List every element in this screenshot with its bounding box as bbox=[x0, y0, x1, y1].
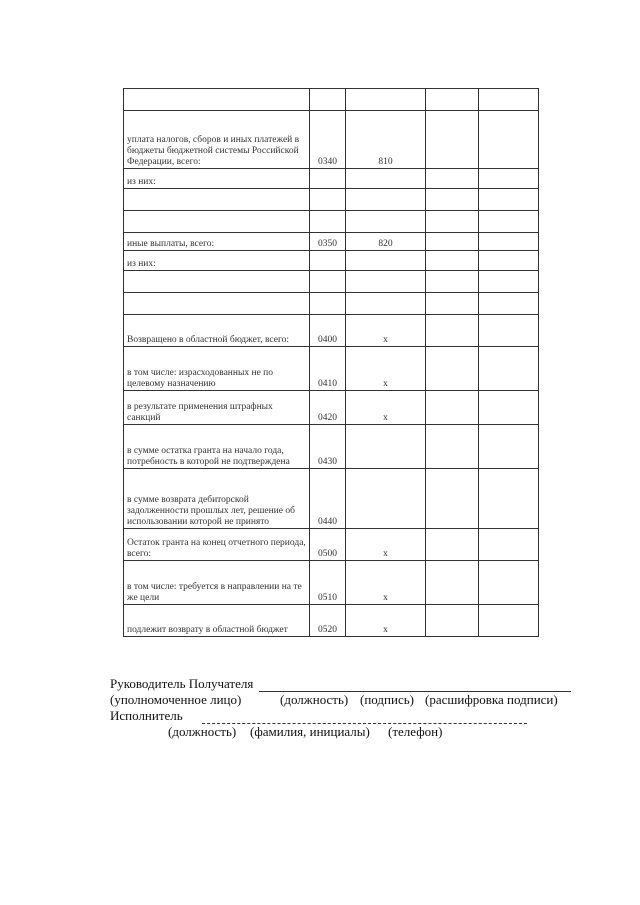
signature-block bbox=[110, 676, 590, 740]
table-row bbox=[124, 293, 539, 315]
row-empty-cell bbox=[479, 347, 539, 391]
table-row bbox=[124, 211, 539, 233]
row-empty-cell bbox=[426, 89, 479, 111]
row-empty-cell bbox=[426, 211, 479, 233]
row-code bbox=[310, 251, 346, 271]
row-value: x bbox=[346, 561, 426, 605]
row-label bbox=[124, 189, 310, 211]
row-code bbox=[310, 169, 346, 189]
table-row bbox=[124, 561, 539, 605]
executor-line bbox=[110, 708, 590, 724]
table-row bbox=[124, 529, 539, 561]
row-value bbox=[346, 211, 426, 233]
row-empty-cell bbox=[426, 293, 479, 315]
row-label bbox=[124, 271, 310, 293]
row-empty-cell bbox=[479, 529, 539, 561]
table-row bbox=[124, 189, 539, 211]
row-empty-cell bbox=[479, 233, 539, 251]
row-code: 0400 bbox=[310, 315, 346, 347]
head-line bbox=[110, 676, 590, 692]
row-value bbox=[346, 89, 426, 111]
row-value bbox=[346, 189, 426, 211]
row-code: 0520 bbox=[310, 605, 346, 637]
row-label: Остаток гранта на конец отчетного периода, всего: bbox=[124, 529, 310, 561]
row-label: в результате применения штрафных санкций bbox=[124, 391, 310, 425]
row-label: в сумме остатка гранта на начало года, потребность в которой не подтверждена bbox=[124, 425, 310, 469]
row-label bbox=[124, 89, 310, 111]
row-empty-cell bbox=[479, 111, 539, 169]
row-label: иные выплаты, всего: bbox=[124, 233, 310, 251]
row-value: 810 bbox=[346, 111, 426, 169]
row-empty-cell bbox=[479, 251, 539, 271]
exec-position-caption: (должность) bbox=[168, 724, 237, 739]
row-label: подлежит возврату в областной бюджет bbox=[124, 605, 310, 637]
row-empty-cell bbox=[426, 561, 479, 605]
row-label: из них: bbox=[124, 251, 310, 271]
signature-caption: (подпись) bbox=[360, 692, 414, 707]
row-empty-cell bbox=[479, 315, 539, 347]
table-row bbox=[124, 425, 539, 469]
row-empty-cell bbox=[426, 111, 479, 169]
table-row bbox=[124, 271, 539, 293]
row-empty-cell bbox=[426, 425, 479, 469]
row-code: 0420 bbox=[310, 391, 346, 425]
row-code: 0410 bbox=[310, 347, 346, 391]
row-value bbox=[346, 425, 426, 469]
table-row bbox=[124, 391, 539, 425]
row-label: в том числе: израсходованных не по целевому назначению bbox=[124, 347, 310, 391]
position-caption: (должность) bbox=[280, 692, 349, 707]
row-label: в сумме возврата дебиторской задолженности прошлых лет, решение об использовании которой не принято bbox=[124, 469, 310, 529]
row-value: 820 bbox=[346, 233, 426, 251]
table-row bbox=[124, 315, 539, 347]
row-empty-cell bbox=[426, 251, 479, 271]
row-code bbox=[310, 89, 346, 111]
table-row bbox=[124, 169, 539, 189]
row-label bbox=[124, 293, 310, 315]
executor-captions-line bbox=[110, 724, 590, 740]
row-code: 0340 bbox=[310, 111, 346, 169]
row-value bbox=[346, 271, 426, 293]
row-label bbox=[124, 211, 310, 233]
row-code: 0510 bbox=[310, 561, 346, 605]
row-label: уплата налогов, сборов и иных платежей в бюджеты бюджетной системы Российской Федерации, всего: bbox=[124, 111, 310, 169]
row-label: из них: bbox=[124, 169, 310, 189]
row-empty-cell bbox=[479, 391, 539, 425]
row-value: x bbox=[346, 391, 426, 425]
row-empty-cell bbox=[426, 605, 479, 637]
row-empty-cell bbox=[479, 211, 539, 233]
table-row bbox=[124, 469, 539, 529]
table-row bbox=[124, 233, 539, 251]
row-empty-cell bbox=[479, 89, 539, 111]
row-code bbox=[310, 211, 346, 233]
row-value bbox=[346, 469, 426, 529]
report-table-body bbox=[124, 89, 539, 637]
row-label: в том числе: требуется в направлении на те же цели bbox=[124, 561, 310, 605]
row-code: 0430 bbox=[310, 425, 346, 469]
row-value: x bbox=[346, 529, 426, 561]
report-table bbox=[123, 88, 539, 637]
row-value: x bbox=[346, 605, 426, 637]
row-empty-cell bbox=[479, 271, 539, 293]
row-empty-cell bbox=[426, 233, 479, 251]
row-empty-cell bbox=[479, 561, 539, 605]
row-code: 0350 bbox=[310, 233, 346, 251]
row-code bbox=[310, 293, 346, 315]
table-row bbox=[124, 347, 539, 391]
row-empty-cell bbox=[479, 605, 539, 637]
exec-phone-caption: (телефон) bbox=[388, 724, 443, 739]
row-empty-cell bbox=[426, 271, 479, 293]
row-empty-cell bbox=[479, 293, 539, 315]
row-empty-cell bbox=[479, 425, 539, 469]
row-value bbox=[346, 169, 426, 189]
row-empty-cell bbox=[426, 529, 479, 561]
row-empty-cell bbox=[426, 169, 479, 189]
head-label: Руководитель Получателя bbox=[110, 676, 254, 691]
row-code bbox=[310, 189, 346, 211]
row-value: x bbox=[346, 315, 426, 347]
row-code bbox=[310, 271, 346, 293]
table-row bbox=[124, 89, 539, 111]
row-empty-cell bbox=[479, 469, 539, 529]
row-code: 0440 bbox=[310, 469, 346, 529]
row-empty-cell bbox=[479, 189, 539, 211]
table-row bbox=[124, 605, 539, 637]
executor-label: Исполнитель bbox=[110, 708, 183, 723]
row-empty-cell bbox=[426, 347, 479, 391]
row-value bbox=[346, 293, 426, 315]
authorized-line bbox=[110, 692, 590, 708]
exec-name-caption: (фамилия, инициалы) bbox=[250, 724, 370, 739]
table-row bbox=[124, 251, 539, 271]
row-label: Возвращено в областной бюджет, всего: bbox=[124, 315, 310, 347]
table-row bbox=[124, 111, 539, 169]
row-code: 0500 bbox=[310, 529, 346, 561]
decryption-caption: (расшифровка подписи) bbox=[425, 692, 558, 707]
authorized-label: (уполномоченное лицо) bbox=[110, 692, 242, 707]
row-empty-cell bbox=[426, 315, 479, 347]
row-empty-cell bbox=[426, 189, 479, 211]
row-value: x bbox=[346, 347, 426, 391]
row-empty-cell bbox=[479, 169, 539, 189]
row-value bbox=[346, 251, 426, 271]
row-empty-cell bbox=[426, 391, 479, 425]
row-empty-cell bbox=[426, 469, 479, 529]
